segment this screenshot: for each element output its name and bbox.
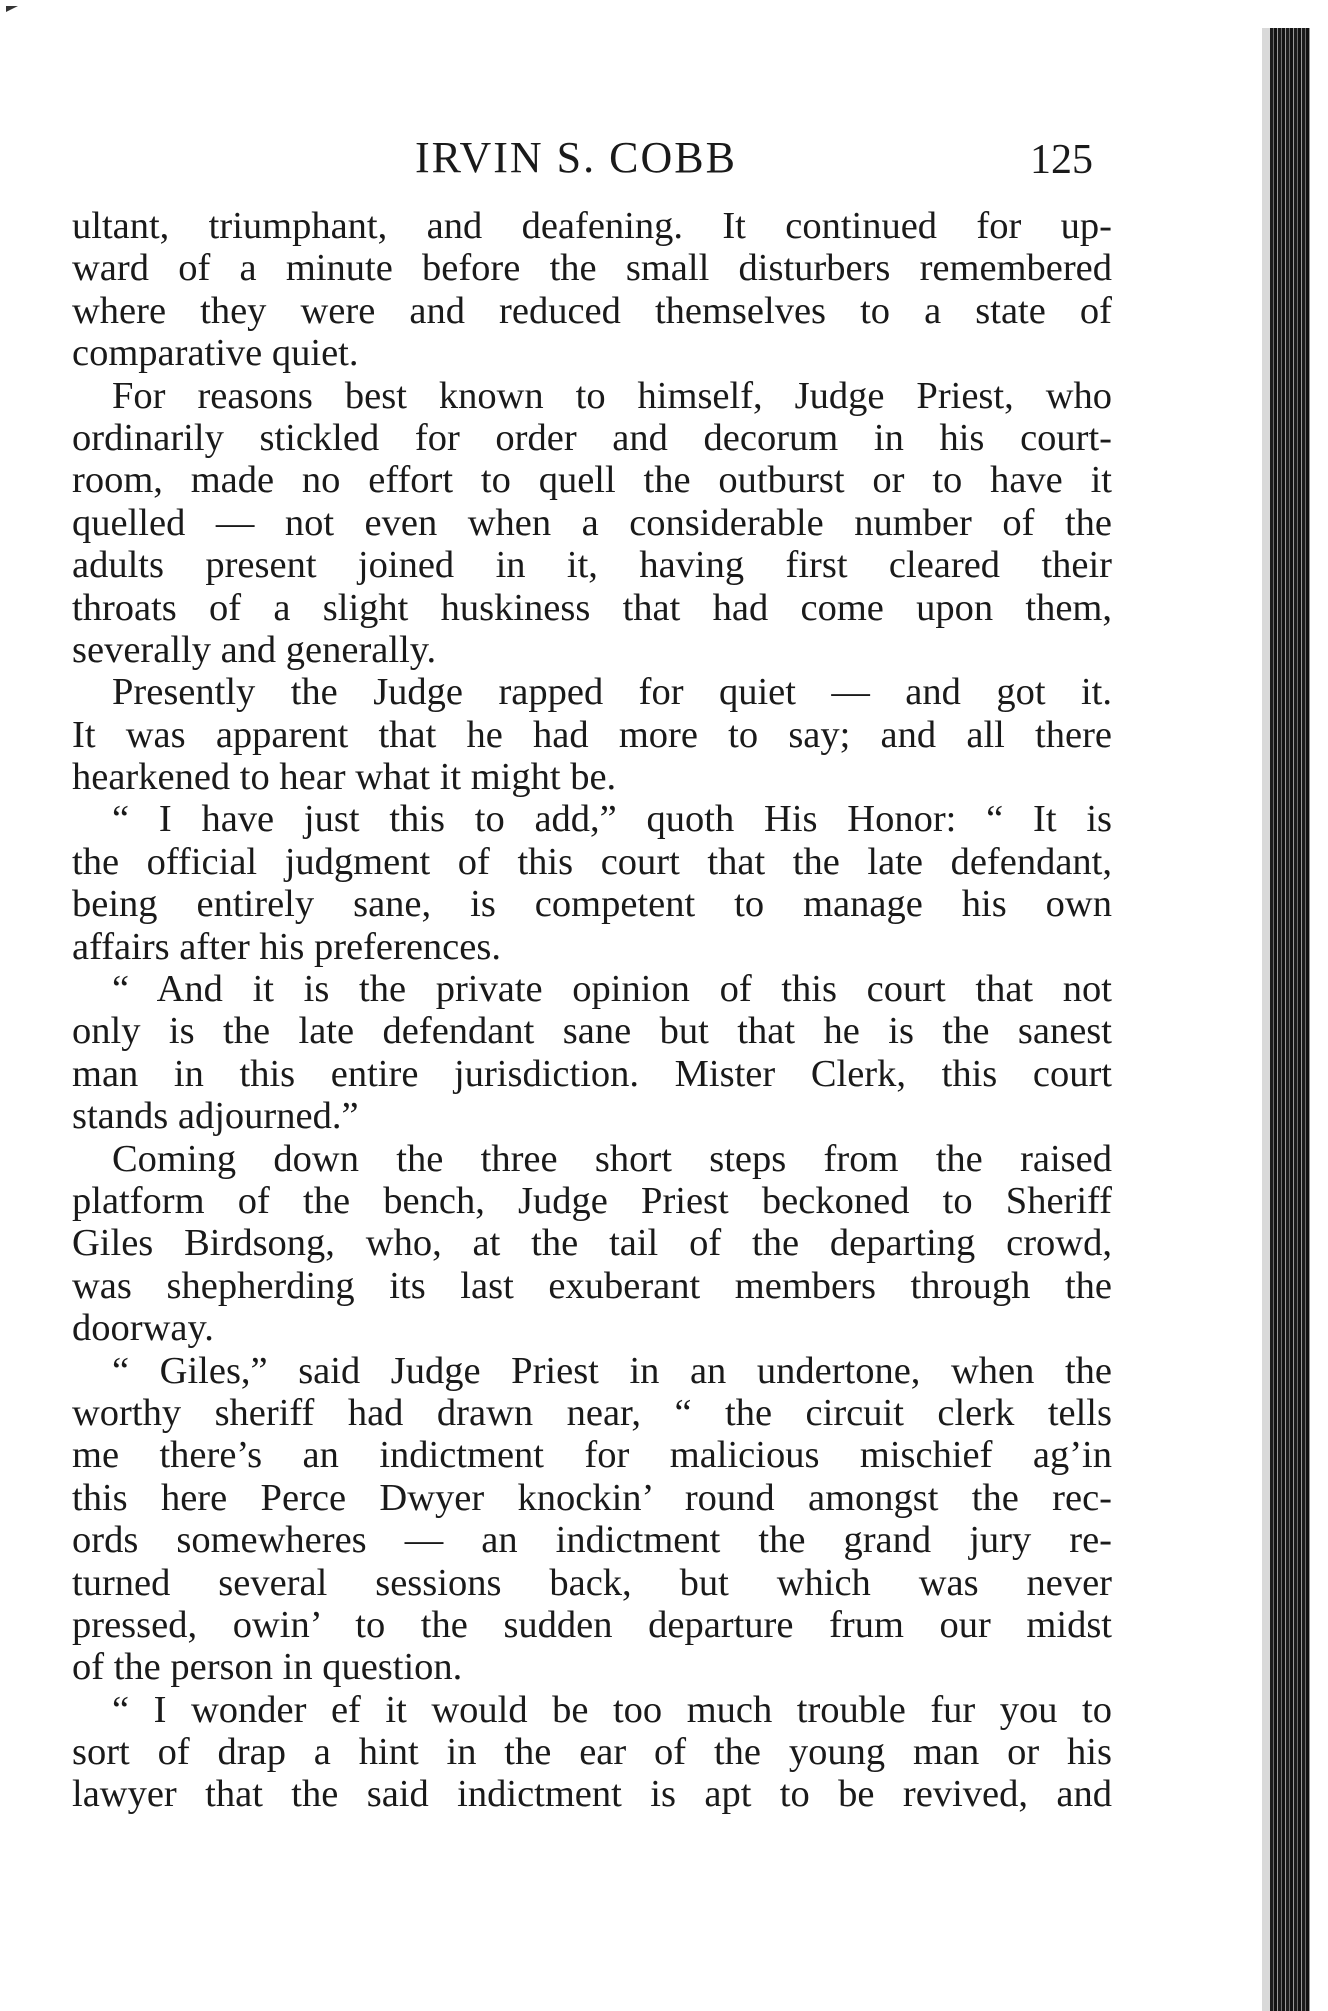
text-line: of the person in question. xyxy=(72,1646,463,1689)
text-line: hearkened to hear what it might be. xyxy=(72,756,617,799)
text-line: sort of drap a hint in the ear of the young man or his xyxy=(72,1731,1112,1774)
text-line: doorway. xyxy=(72,1307,214,1350)
text-line: severally and generally. xyxy=(72,628,437,671)
text-line: ords somewheres — an indictment the grand jury re- xyxy=(72,1519,1112,1562)
text-line: turned several sessions back, but which was never xyxy=(72,1561,1112,1604)
text-line: For reasons best known to himself, Judge Priest, who xyxy=(112,374,1112,417)
scan-corner-mark xyxy=(6,6,18,12)
text-line: the official judgment of this court that the late defendant, xyxy=(72,840,1112,883)
text-line: worthy sheriff had drawn near, “ the circuit clerk tells xyxy=(72,1391,1112,1434)
text-line: ward of a minute before the small disturbers remembered xyxy=(72,247,1112,290)
text-line: Giles Birdsong, who, at the tail of the departing crowd, xyxy=(72,1222,1112,1265)
page-edge-shadow xyxy=(1262,28,1270,2011)
text-line: where they were and reduced themselves to a state of xyxy=(72,289,1112,332)
text-line: quelled — not even when a considerable number of the xyxy=(72,501,1112,544)
text-line: lawyer that the said indictment is apt to be revived, and xyxy=(72,1773,1112,1816)
text-line: pressed, owin’ to the sudden departure frum our midst xyxy=(72,1603,1112,1646)
text-line: “ I wonder ef it would be too much trouble fur you to xyxy=(112,1688,1112,1731)
text-line: It was apparent that he had more to say; and all there xyxy=(72,713,1112,756)
running-head-title: IRVIN S. COBB xyxy=(415,133,737,182)
text-line: me there’s an indictment for malicious mischief ag’in xyxy=(72,1434,1112,1477)
running-head xyxy=(0,132,1328,192)
body-text xyxy=(72,205,1112,1816)
text-line: only is the late defendant sane but that he is the sanest xyxy=(72,1010,1112,1053)
text-line: room, made no effort to quell the outburst or to have it xyxy=(72,459,1112,502)
page-number: 125 xyxy=(1030,137,1093,183)
text-line: “ I have just this to add,” quoth His Honor: “ It is xyxy=(112,798,1112,841)
text-line: comparative quiet. xyxy=(72,332,359,375)
text-line: Coming down the three short steps from the raised xyxy=(112,1137,1112,1180)
text-line: man in this entire jurisdiction. Mister Clerk, this court xyxy=(72,1052,1112,1095)
text-line: Presently the Judge rapped for quiet — and got it. xyxy=(112,671,1112,714)
text-line: adults present joined in it, having first cleared their xyxy=(72,544,1112,587)
text-line: “ Giles,” said Judge Priest in an undertone, when the xyxy=(112,1349,1112,1392)
text-line: “ And it is the private opinion of this court that not xyxy=(112,968,1112,1011)
text-line: this here Perce Dwyer knockin’ round amongst the rec- xyxy=(72,1476,1112,1519)
text-line: ultant, triumphant, and deafening. It continued for up- xyxy=(72,205,1112,247)
text-line: affairs after his preferences. xyxy=(72,925,501,968)
book-spine-edge xyxy=(1270,28,1310,2011)
text-line: stands adjourned.” xyxy=(72,1095,359,1138)
text-line: ordinarily stickled for order and decorum in his court- xyxy=(72,416,1112,459)
text-line: was shepherding its last exuberant members through the xyxy=(72,1264,1112,1307)
text-line: throats of a slight huskiness that had come upon them, xyxy=(72,586,1112,629)
text-line: platform of the bench, Judge Priest beckoned to Sheriff xyxy=(72,1179,1112,1222)
text-line: being entirely sane, is competent to manage his own xyxy=(72,883,1112,926)
